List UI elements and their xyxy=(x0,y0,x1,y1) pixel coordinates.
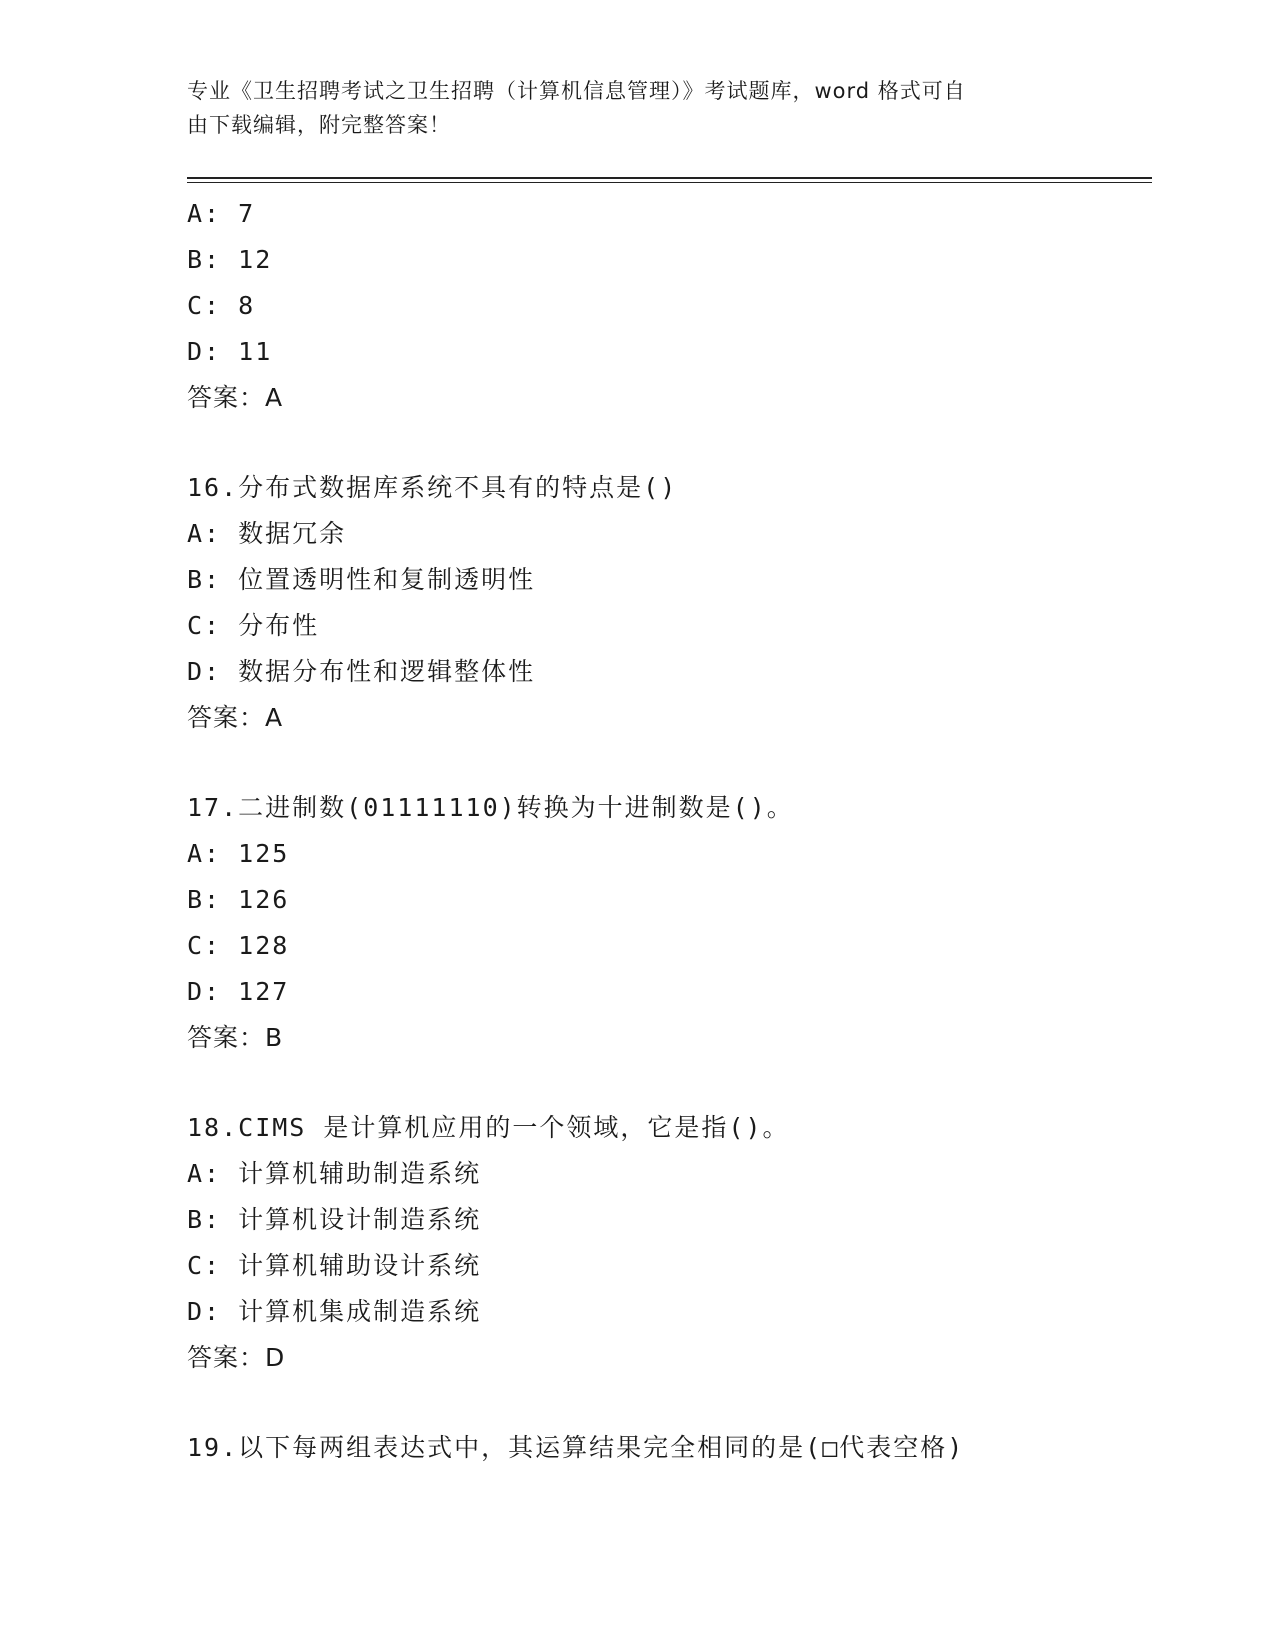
question-block-19 xyxy=(187,1425,1152,1471)
header-line-2: 由下载编辑，附完整答案！ xyxy=(187,113,451,137)
question-block-17 xyxy=(187,785,1152,1061)
option-d: D: 127 xyxy=(187,977,290,1006)
question-text: 18.CIMS 是计算机应用的一个领域，它是指()。 xyxy=(187,1113,790,1142)
option-d: D: 数据分布性和逻辑整体性 xyxy=(187,657,536,686)
option-c: C: 8 xyxy=(187,291,256,320)
answer-label: 答案：B xyxy=(187,1023,284,1052)
spacer xyxy=(187,421,1152,465)
header-divider-thick xyxy=(187,177,1152,179)
option-b: B: 126 xyxy=(187,885,290,914)
option-d: D: 11 xyxy=(187,337,273,366)
option-c: C: 分布性 xyxy=(187,611,320,640)
question-block-16 xyxy=(187,465,1152,741)
option-d: D: 计算机集成制造系统 xyxy=(187,1297,482,1326)
document-header xyxy=(187,74,1067,142)
answer-label: 答案：A xyxy=(187,703,284,732)
spacer xyxy=(187,1061,1152,1105)
option-b: B: 计算机设计制造系统 xyxy=(187,1205,482,1234)
question-text: 17.二进制数(01111110)转换为十进制数是()。 xyxy=(187,793,794,822)
spacer xyxy=(187,1381,1152,1425)
question-text: 16.分布式数据库系统不具有的特点是() xyxy=(187,473,678,502)
answer-label: 答案：A xyxy=(187,383,284,412)
spacer xyxy=(187,741,1152,785)
option-a: A: 125 xyxy=(187,839,290,868)
option-a: A: 计算机辅助制造系统 xyxy=(187,1159,482,1188)
option-b: B: 12 xyxy=(187,245,273,274)
question-block-15 xyxy=(187,191,1152,421)
question-list xyxy=(187,191,1152,1471)
question-block-18 xyxy=(187,1105,1152,1381)
question-text: 19.以下每两组表达式中，其运算结果完全相同的是(□代表空格) xyxy=(187,1433,965,1462)
option-a: A: 7 xyxy=(187,199,256,228)
option-b: B: 位置透明性和复制透明性 xyxy=(187,565,536,594)
option-c: C: 计算机辅助设计系统 xyxy=(187,1251,482,1280)
header-line-1: 专业《卫生招聘考试之卫生招聘（计算机信息管理）》考试题库，word 格式可自 xyxy=(187,79,966,103)
option-c: C: 128 xyxy=(187,931,290,960)
option-a: A: 数据冗余 xyxy=(187,519,347,548)
header-divider-thin xyxy=(187,182,1152,183)
answer-label: 答案：D xyxy=(187,1343,286,1372)
